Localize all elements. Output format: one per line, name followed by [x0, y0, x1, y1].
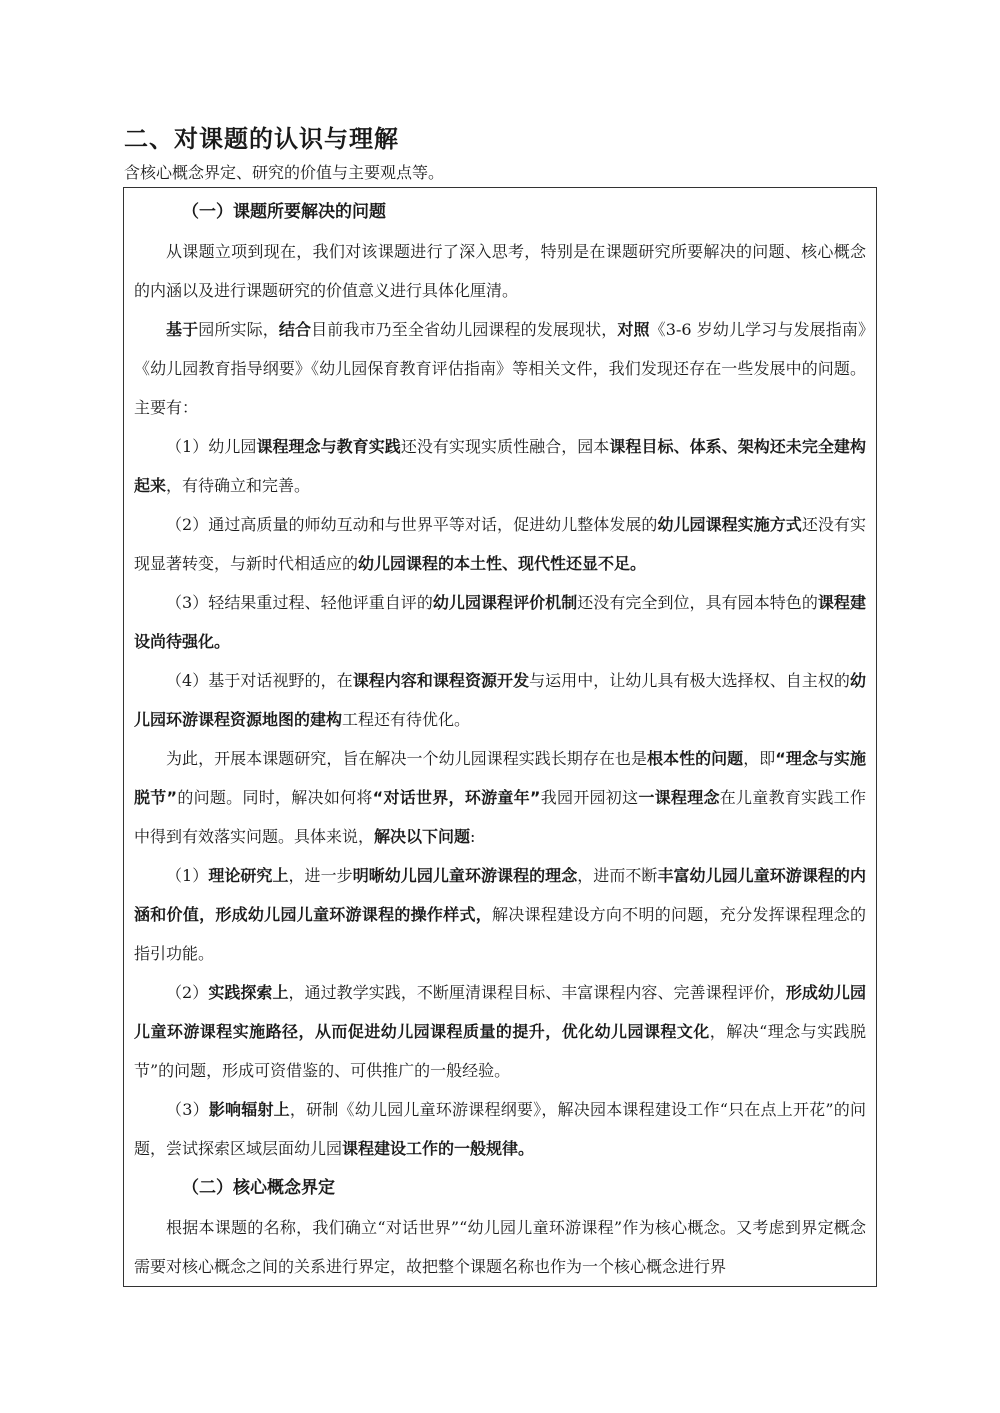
text: : [470, 827, 476, 846]
text: 的问题。同时，解决如何将 [177, 788, 373, 807]
bold-text: 解决以下问题 [374, 827, 471, 846]
bold-text: 基于 [166, 320, 199, 339]
text: 《3-6 岁幼儿学习与发展指南》《幼儿园教育指导纲要》《幼儿园保育教育评估指南》等相关文件，我们发现还存在一些发展中的问题。主要有： [134, 320, 866, 417]
bold-text: 理论研究上 [208, 866, 289, 885]
text: 目前我市乃至全省幼儿园课程的发展现状， [311, 320, 618, 339]
bold-text: 丰富幼儿园儿童环游课程的内涵和价值，形成幼儿园儿童环游课程的操作样式， [134, 866, 866, 924]
paragraph [134, 505, 866, 583]
bold-text: 结合 [278, 320, 312, 339]
text: 从课题立项到现在，我们对该课题进行了深入思考，特别是在课题研究所要解决的问题、核心概念的内涵以及进行课题研究的价值意义进行具体化厘清。 [134, 242, 866, 300]
bold-text: 幼儿园环游课程资源地图的建构 [134, 671, 866, 729]
paragraph [134, 583, 866, 661]
bold-text: 一课程理念 [638, 788, 720, 807]
text: 园所实际， [198, 320, 279, 339]
text: （3） [166, 1100, 209, 1119]
paragraph [134, 1208, 866, 1286]
paragraph [134, 856, 866, 973]
section-heading: （一）课题所要解决的问题 [182, 202, 386, 222]
text: 在儿童教育实践工作中得到有效落实问题。具体来说， [134, 788, 866, 846]
text: 为此，开展本课题研究，旨在解决一个幼儿园课程实践长期存在也是 [166, 749, 647, 768]
paragraph [134, 427, 866, 505]
bold-text: 课程建设工作的一般规律。 [342, 1139, 535, 1158]
text: ，解决“理念与实践脱节”的问题，形成可资借鉴的、可供推广的一般经验。 [134, 1022, 866, 1080]
bold-text: 影响辐射上 [208, 1100, 290, 1119]
paragraph [134, 661, 866, 739]
bold-text: 课程理念与教育实践 [256, 437, 401, 456]
bold-text: 幼儿园课程实施方式 [657, 515, 802, 534]
text: ，进一步 [288, 866, 353, 885]
paragraph [134, 973, 866, 1090]
section-heading: （二）核心概念界定 [182, 1178, 335, 1198]
text: 工程还有待优化。 [342, 710, 471, 729]
bold-text: “理念与实施脱节” [134, 749, 866, 807]
text: 还没有完全到位，具有园本特色的 [577, 593, 818, 612]
text: 还没有实现显著转变，与新时代相适应的 [134, 515, 866, 573]
text: 根据本课题的名称，我们确立“对话世界”“幼儿园儿童环游课程”作为核心概念。又考虑到界定概念需要对核心概念之间的关系进行界定，故把整个课题名称也作为一个核心概念进行界 [134, 1218, 866, 1276]
bold-text: 明晰幼儿园儿童环游课程的理念 [352, 866, 578, 885]
page-subtitle: 含核心概念界定、研究的价值与主要观点等。 [124, 163, 445, 182]
text: ，研制《幼儿园儿童环游课程纲要》，解决园本课程建设工作“只在点上开花”的问题，尝试探索区域层面幼儿园 [134, 1100, 866, 1158]
text: ，即 [743, 749, 776, 768]
paragraph [134, 739, 866, 856]
content-box [123, 187, 877, 1287]
bold-text: 实践探索上 [208, 983, 289, 1002]
text: （4）基于对话视野的，在 [166, 671, 353, 690]
bold-text: “对话世界，环游童年” [372, 788, 541, 807]
text: 解决课程建设方向不明的问题，充分发挥课程理念的指引功能。 [134, 905, 866, 963]
page-title: 二、对课题的认识与理解 [124, 125, 399, 153]
bold-text: 根本性的问题 [647, 749, 744, 768]
text: （1） [166, 866, 209, 885]
bold-text: 课程建设尚待强化。 [134, 593, 866, 651]
bold-text: 幼儿园课程评价机制 [432, 593, 578, 612]
text: 还没有实现实质性融合，园本 [400, 437, 610, 456]
text: 与运用中，让幼儿具有极大选择权、自主权的 [529, 671, 850, 690]
bold-text: 课程内容和课程资源开发 [352, 671, 530, 690]
paragraph [134, 1090, 866, 1168]
bold-text: 对照 [617, 320, 650, 339]
bold-text: 课程目标、体系、架构还未完全建构起来 [134, 437, 866, 495]
text: （1）幼儿园 [166, 437, 257, 456]
text: ，有待确立和完善。 [166, 476, 311, 495]
bold-text: 形成幼儿园儿童环游课程实施路径，从而促进幼儿园课程质量的提升，优化幼儿园课程文化 [134, 983, 866, 1041]
text: （2） [166, 983, 209, 1002]
text: ，进而不断 [577, 866, 658, 885]
text: ，通过教学实践，不断厘清课程目标、丰富课程内容、完善课程评价， [288, 983, 786, 1002]
text: （3）轻结果重过程、轻他评重自评的 [166, 593, 433, 612]
text: 我园开园初这 [540, 788, 639, 807]
paragraph [134, 232, 866, 310]
paragraph [134, 310, 866, 427]
text: （2）通过高质量的师幼互动和与世界平等对话，促进幼儿整体发展的 [166, 515, 658, 534]
bold-text: 幼儿园课程的本土性、现代性还显不足。 [358, 554, 647, 573]
